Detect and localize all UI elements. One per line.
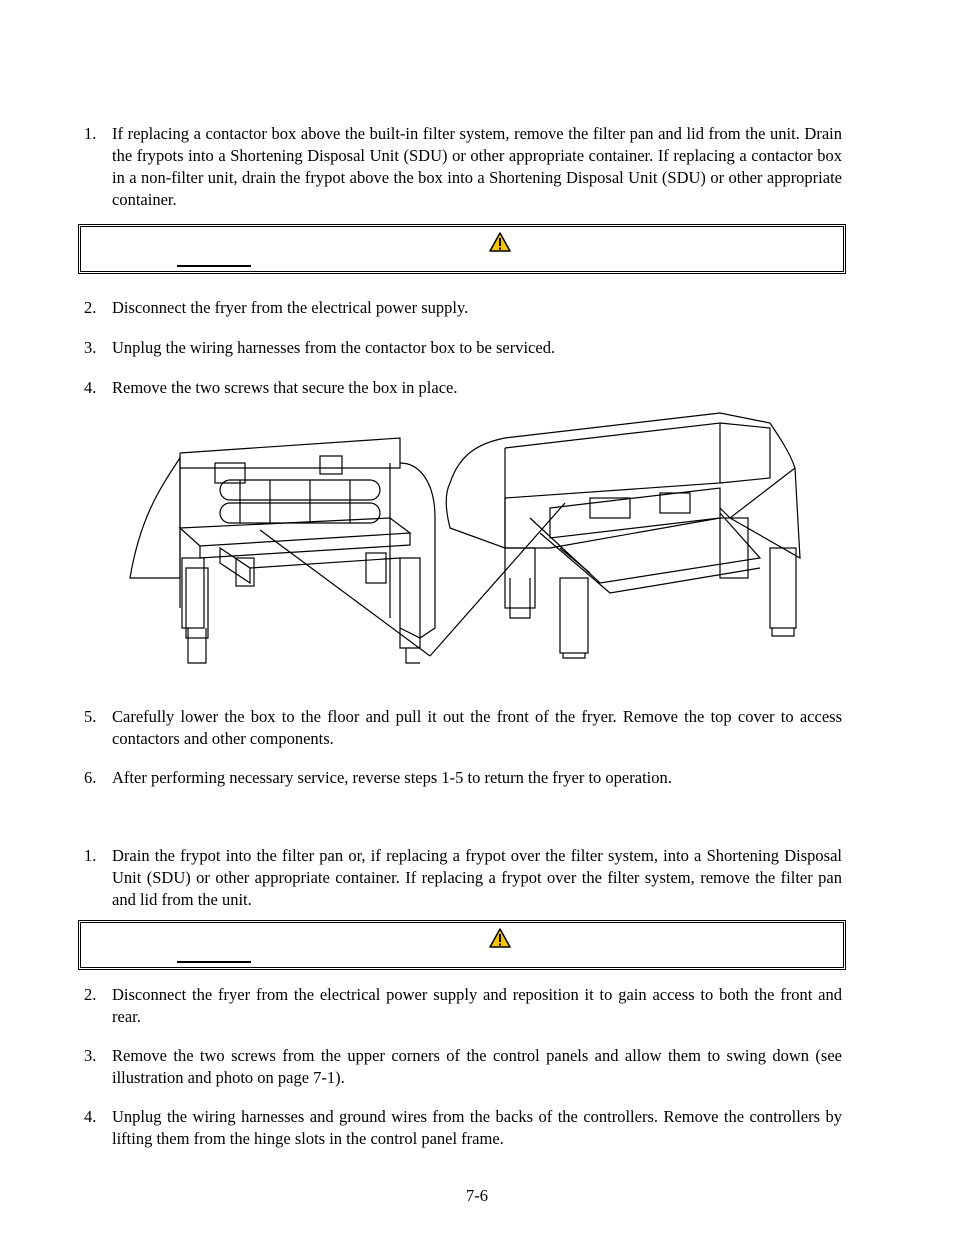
step-number: 4. xyxy=(84,1107,97,1126)
step-text: Disconnect the fryer from the electrical power supply and reposition it to gain access to both the front and rear. xyxy=(112,985,842,1026)
warning-triangle-icon xyxy=(489,928,511,948)
step-number: 1. xyxy=(84,846,97,865)
step-text: Unplug the wiring harnesses from the contactor box to be serviced. xyxy=(112,338,556,357)
step-text: After performing necessary service, reverse steps 1-5 to return the fryer to operation. xyxy=(112,768,672,787)
step-2-3 xyxy=(84,1045,842,1089)
step-2-1 xyxy=(84,845,842,911)
step-text: Remove the two screws from the upper corners of the control panels and allow them to swing down (see illustration and photo on page 7-1). xyxy=(112,1046,842,1087)
warning-box xyxy=(78,224,846,274)
warning-triangle-icon xyxy=(489,232,511,252)
underline-mark xyxy=(177,961,251,963)
step-text: Drain the frypot into the filter pan or, if replacing a frypot over the filter system, into a Shortening Disposal Unit (SDU) or other appropriate container. If replacing a frypot over the filter system, remove the filter pan and lid from the unit. xyxy=(112,846,842,909)
warning-box-2 xyxy=(78,920,846,970)
step-2-2 xyxy=(84,984,842,1028)
step-number: 3. xyxy=(84,338,97,357)
step-number: 2. xyxy=(84,298,97,317)
page-number: 7-6 xyxy=(466,1186,488,1205)
step-text: If replacing a contactor box above the built-in filter system, remove the filter pan and lid from the unit. Drain the frypots into a Shortening Disposal Unit (SDU) or other appropriate container. If replacing a contactor box in a non-filter unit, drain the frypot above the box into a Shortening Disposal Unit (SDU) or other appropriate container. xyxy=(112,124,842,209)
step-number: 2. xyxy=(84,985,97,1004)
step-1-2 xyxy=(84,297,842,319)
step-1-1 xyxy=(84,123,842,211)
step-number: 1. xyxy=(84,124,97,143)
step-1-6 xyxy=(84,767,842,789)
step-1-4 xyxy=(84,377,842,399)
step-text: Disconnect the fryer from the electrical power supply. xyxy=(112,298,469,317)
underline-mark xyxy=(177,265,251,267)
step-text: Unplug the wiring harnesses and ground wires from the backs of the controllers. Remove the controllers by lifting them from the hinge slots in the control panel frame. xyxy=(112,1107,842,1148)
fryer-contactor-box-illustration xyxy=(120,408,820,664)
step-text: Carefully lower the box to the floor and pull it out the front of the fryer. Remove the top cover to access contactors and other components. xyxy=(112,707,842,748)
step-number: 5. xyxy=(84,707,97,726)
step-text: Remove the two screws that secure the box in place. xyxy=(112,378,458,397)
step-2-4 xyxy=(84,1106,842,1150)
step-number: 3. xyxy=(84,1046,97,1065)
step-number: 6. xyxy=(84,768,97,787)
step-number: 4. xyxy=(84,378,97,397)
step-1-5 xyxy=(84,706,842,750)
step-1-3 xyxy=(84,337,842,359)
